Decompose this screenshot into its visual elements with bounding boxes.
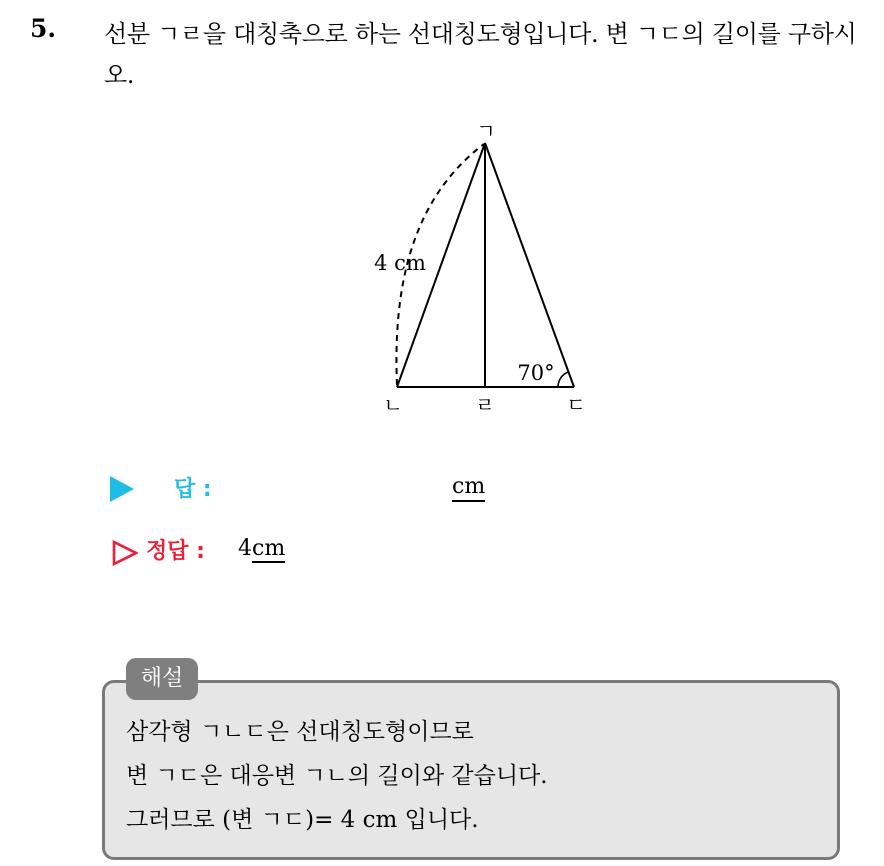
correct-answer-label: 정답 : [146,539,205,564]
side-length-label: 4 cm [374,251,426,275]
correct-answer-value [238,536,285,562]
correct-answer-number: 4 [238,536,252,561]
explanation-text [126,710,548,842]
vertex-label-left: ㄴ [383,393,403,417]
side-right [485,143,574,387]
vertex-label-top: ㄱ [476,119,496,143]
angle-label: 70° [517,361,555,385]
answer-label: 답 : [174,477,212,502]
answer-blank-unit[interactable]: cm [452,474,485,502]
explanation-line-2: 변 ㄱㄷ은 대응변 ㄱㄴ의 길이와 같습니다. [126,763,548,789]
question-text: 선분 ㄱㄹ을 대칭축으로 하는 선대칭도형입니다. 변 ㄱㄷ의 길이를 구하시오. [104,20,857,89]
explanation-line-3: 그러므로 (변 ㄱㄷ)= 4 cm 입니다. [126,807,479,833]
vertex-label-right: ㄷ [566,393,586,417]
play-triangle-icon [110,476,134,502]
explanation-tag: 해설 [126,658,198,700]
explanation-line-1: 삼각형 ㄱㄴㄷ은 선대칭도형이므로 [126,719,474,745]
correct-answer-unit: cm [252,536,286,561]
question-number: 5. [30,14,57,43]
answer-row [110,472,710,506]
correct-answer-row [110,534,710,568]
angle-arc [558,372,569,387]
play-triangle-outline-icon [112,540,138,566]
vertex-label-mid: ㄹ [475,393,495,417]
